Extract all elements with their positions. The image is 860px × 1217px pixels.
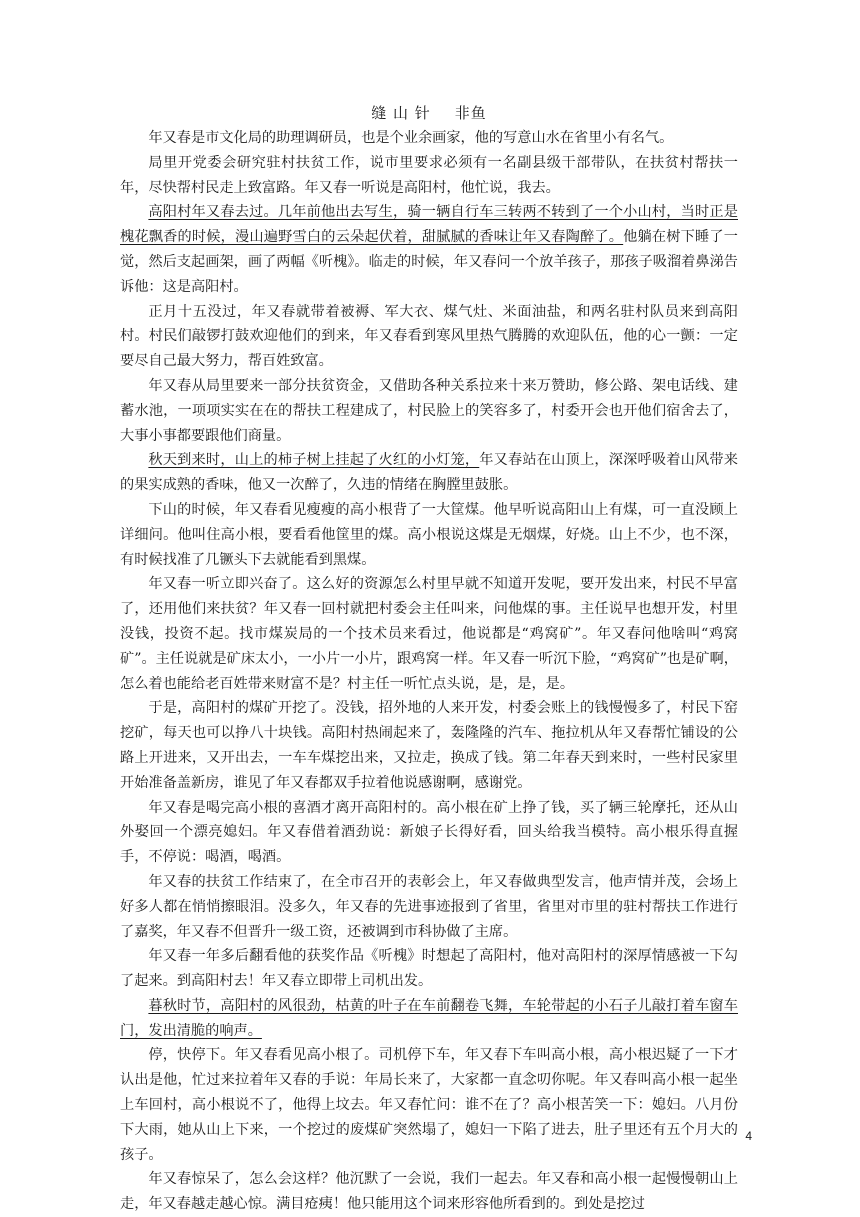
paragraph <box>120 572 738 696</box>
paragraph-text: 停，快停下。年又春看见高小根了。司机停下车，年又春下车叫高小根，高小根迟疑了一下才认出是他，忙过来拉着年又春的手说：年局长来了，大家都一直念叨你呢。年又春叫高小根一起坐上车回村，高小根说不了，他得上坟去。年又春忙问：谁不在了？高小根苦笑一下：媳妇。八月份下大雨，她从山上下来，一个挖过的废煤矿突然塌了，媳妇一下陷了进去，肚子里还有五个月大的孩子。 <box>120 1047 738 1163</box>
underlined-text: 暮秋时节，高阳村的风很劲，枯黄的叶子在车前翻卷飞舞，车轮带起的小石子儿敲打着车窗车门，发出清脆的响声。 <box>120 997 738 1039</box>
paragraph <box>120 200 738 299</box>
paragraph-text: 下山的时候，年又春看见瘦瘦的高小根背了一大筐煤。他早听说高阳山上有煤，可一直没顾上详细问。他叫住高小根，要看看他筐里的煤。高小根说这煤是无烟煤，好烧。山上不少，也不深，有时候找准了几镢头下去就能看到黑煤。 <box>120 501 738 568</box>
document-page <box>120 102 738 1217</box>
paragraph <box>120 796 738 870</box>
paragraph <box>120 944 738 994</box>
paragraph-text: 年又春一听立即兴奋了。这么好的资源怎么村里早就不知道开发呢，要开发出来，村民不早富了，还用他们来扶贫？年又春一回村就把村委会主任叫来，问他煤的事。主任说早也想开发，村里没钱，投资不起。找市煤炭局的一个技术员来看过，他说都是“鸡窝矿”。年又春问他啥叫“鸡窝矿”。主任说就是矿床太小，一小片一小片，跟鸡窝一样。年又春一听沉下脸，“鸡窝矿”也是矿啊，怎么着也能给老百姓带来财富不是？村主任一听忙点头说，是，是，是。 <box>120 576 738 692</box>
paragraph <box>120 696 738 795</box>
paragraph-text: 局里开党委会研究驻村扶贫工作，说市里要求必须有一名副县级干部带队，在扶贫村帮扶一年，尽快帮村民走上致富路。年又春一听说是高阳村，他忙说，我去。 <box>120 154 738 196</box>
paragraph <box>120 1043 738 1167</box>
paragraph-text: 年又春惊呆了，怎么会这样？他沉默了一会说，我们一起去。年又春和高小根一起慢慢朝山上走，年又春越走越心惊。满目疮痍！他只能用这个词来形容他所看到的。到处是挖过 <box>120 1171 738 1213</box>
page-number: 4 <box>745 1129 752 1143</box>
paragraph <box>120 126 738 151</box>
paragraph-text: 年又春是市文化局的助理调研员，也是个业余画家，他的写意山水在省里小有名气。 <box>148 130 674 146</box>
paragraph-text: 年又春站在山顶上，深深呼吸着山风带来的果实成熟的香味，他又一次醉了，久违的情绪在胸膛里鼓胀。 <box>120 452 738 494</box>
paragraph <box>120 498 738 572</box>
paragraph-text: 于是，高阳村的煤矿开挖了。没钱，招外地的人来开发，村委会账上的钱慢慢多了，村民下窑挖矿，每天也可以挣八十块钱。高阳村热闹起来了，轰隆隆的汽车、拖拉机从年又春帮忙铺设的公路上开进来，又开出去，一车车煤挖出来，又拉走，换成了钱。第二年春天到来时，一些村民家里开始准备盖新房，谁见了年又春都双手拉着他说感谢啊，感谢党。 <box>120 700 738 791</box>
paragraph-text: 年又春从局里要来一部分扶贫资金，又借助各种关系拉来十来万赞助，修公路、架电话线、建蓄水池，一项项实实在在的帮扶工程建成了，村民脸上的笑容多了，村委开会也开他们宿舍去了，大事小事都要跟他们商量。 <box>120 377 738 444</box>
paragraph <box>120 300 738 374</box>
paragraph-text: 年又春是喝完高小根的喜酒才离开高阳村的。高小根在矿上挣了钱，买了辆三轮摩托，还从山外娶回一个漂亮媳妇。年又春借着酒劲说：新娘子长得好看，回头给我当模特。高小根乐得直握手，不停说：喝酒，喝酒。 <box>120 799 738 866</box>
author-name: 非鱼 <box>454 104 487 122</box>
paragraph <box>120 151 738 201</box>
paragraph <box>120 374 738 448</box>
paragraph <box>120 994 738 1044</box>
paragraph-text: 年又春的扶贫工作结束了，在全市召开的表彰会上，年又春做典型发言，他声情并茂，会场上好多人都在悄悄擦眼泪。没多久，年又春的先进事迹报到了省里，省里对市里的驻村帮扶工作进行了嘉奖，年又春不但晋升一级工资，还被调到市科协做了主席。 <box>120 873 738 940</box>
underlined-text: 高阳村年又春去过。几年前他出去写生，骑一辆自行车三转两不转到了一个小山村，当时正是槐花飘香的时候，漫山遍野雪白的云朵起伏着，甜腻腻的香味让年又春陶醉了。 <box>120 204 738 246</box>
paragraph-text: 年又春一年多后翻看他的获奖作品《听槐》时想起了高阳村，他对高阳村的深厚情感被一下勾了起来。到高阳村去！年又春立即带上司机出发。 <box>120 948 738 990</box>
paragraph <box>120 448 738 498</box>
title-text: 缝 山 针 <box>371 104 431 122</box>
document-title <box>120 102 738 124</box>
paragraph-text: 他躺在树下睡了一觉，然后支起画架，画了两幅《听槐》。临走的时候，年又春问一个放羊孩子，那孩子吸溜着鼻涕告诉他：这是高阳村。 <box>120 229 738 295</box>
underlined-text: 秋天到来时，山上的柿子树上挂起了火红的小灯笼， <box>148 452 480 469</box>
paragraph <box>120 870 738 944</box>
paragraph <box>120 1167 738 1217</box>
document-body <box>120 126 738 1217</box>
paragraph-text: 正月十五没过，年又春就带着被褥、军大衣、煤气灶、米面油盐，和两名驻村队员来到高阳村。村民们敲锣打鼓欢迎他们的到来，年又春看到寒风里热气腾腾的欢迎队伍，他的心一颤：一定要尽自己最大努力，帮百姓致富。 <box>120 303 738 370</box>
